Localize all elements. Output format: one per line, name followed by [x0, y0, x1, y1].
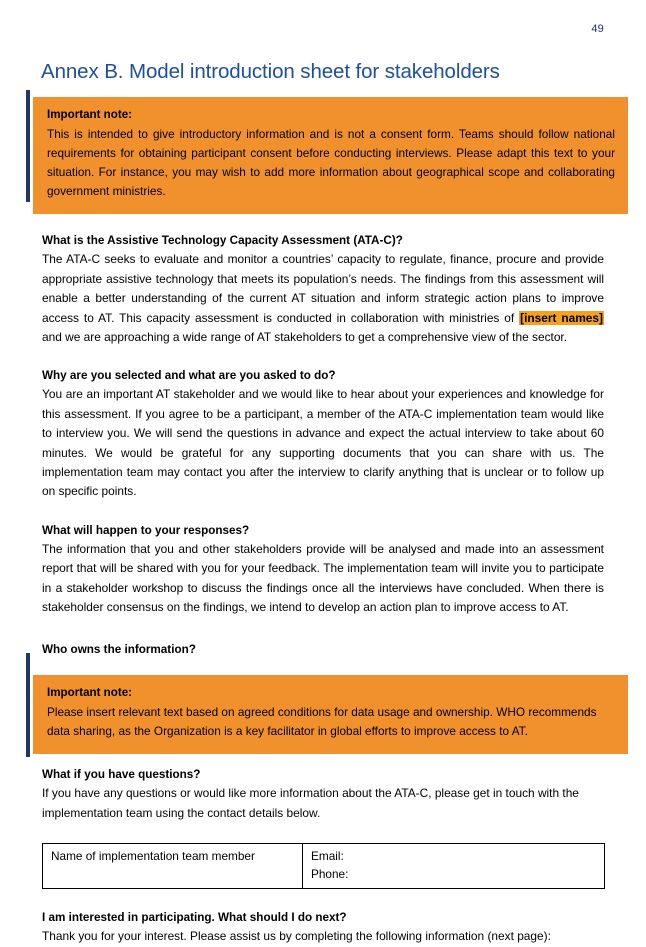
section-body-what-is-ata-c	[42, 250, 604, 347]
table-row	[43, 844, 605, 889]
table-cell-member-name[interactable]: Name of implementation team member	[43, 844, 303, 889]
body-text-before-highlight: The ATA-C seeks to evaluate and monitor a countries’ capacity to regulate, finance, procure and provide appropriate assistive technology that meets its population’s needs. The findings from this assessment will enable a better understanding of the current AT situation and inform strategic action plans to improve access to AT. This capacity assessment is conducted in collaboration with ministries of	[42, 252, 604, 325]
callout-box-bottom	[33, 675, 628, 754]
section-heading-what-is-ata-c: What is the Assistive Technology Capacity Assessment (ATA-C)?	[42, 234, 403, 248]
callout-accent-bar-bottom	[26, 653, 30, 757]
section-next-steps	[42, 909, 604, 946]
section-body-responses: The information that you and other stakeholders provide will be analysed and made into an assessment report that will be shared with you for your feedback. The implementation team will invite you to participate in a stakeholder workshop to discuss the findings once all the interviews have concluded. When there is stakeholder consensus on the findings, we intend to develop an action plan to improve access to AT.	[42, 541, 604, 614]
page-number: 49	[591, 23, 604, 35]
callout-accent-bar-top	[26, 90, 30, 202]
page-title: Annex B. Model introduction sheet for stakeholders	[41, 60, 500, 83]
callout-heading-bottom: Important note:	[47, 686, 133, 700]
section-heading-ownership: Who owns the information?	[42, 643, 196, 657]
email-label: Email:	[311, 849, 344, 864]
table-cell-contact[interactable]	[303, 844, 605, 889]
callout-box-top	[33, 97, 628, 214]
section-heading-next-steps: I am interested in participating. What should I do next?	[42, 911, 347, 925]
callout-body-top: This is intended to give introductory information and is not a consent form. Teams should follow national requirements for obtaining participant consent before conducting interviews. Please adapt this text to your situation. For instance, you may wish to add more information about geographical scope and collaborating government ministries.	[47, 126, 615, 199]
section-why-selected	[42, 367, 604, 501]
section-heading-responses: What will happen to your responses?	[42, 523, 250, 537]
section-what-is-ata-c	[42, 232, 604, 347]
phone-label: Phone:	[311, 866, 349, 881]
section-heading-questions: What if you have questions?	[42, 768, 201, 782]
document-content	[0, 97, 646, 947]
callout-body-bottom: Please insert relevant text based on agreed conditions for data usage and ownership. WHO recommends data sharing, as the Organization is a key facilitator in global efforts to improve access to AT.	[47, 704, 597, 739]
section-responses	[42, 522, 604, 618]
important-note-top	[0, 97, 646, 214]
section-questions	[42, 766, 604, 823]
body-text-after-highlight: and we are approaching a wide range of AT stakeholders to get a comprehensive view of the sector.	[42, 329, 568, 344]
contact-details-table	[42, 843, 605, 889]
insert-names-placeholder: [insert names]	[520, 310, 603, 325]
section-body-questions: If you have any questions or would like more information about the ATA-C, please get in touch with the implementation team using the contact details below.	[42, 786, 579, 820]
section-heading-why-selected: Why are you selected and what are you asked to do?	[42, 369, 336, 383]
section-ownership	[42, 641, 604, 659]
section-body-why-selected: You are an important AT stakeholder and we would like to hear about your experiences and knowledge for this assessment. If you agree to be a participant, a member of the ATA-C implementation team would like to interview you. We will send the questions in advance and expect the actual interview to take about 60 minutes. We would be grateful for any supporting documents that you can share with us. The implementation team may contact you after the interview to clarify anything that is unclear or to follow up on specific points.	[42, 387, 604, 499]
important-note-bottom	[0, 675, 646, 754]
section-body-next-steps: Thank you for your interest. Please assist us by completing the following information (next page):	[42, 929, 551, 944]
callout-heading-top: Important note:	[47, 108, 133, 121]
